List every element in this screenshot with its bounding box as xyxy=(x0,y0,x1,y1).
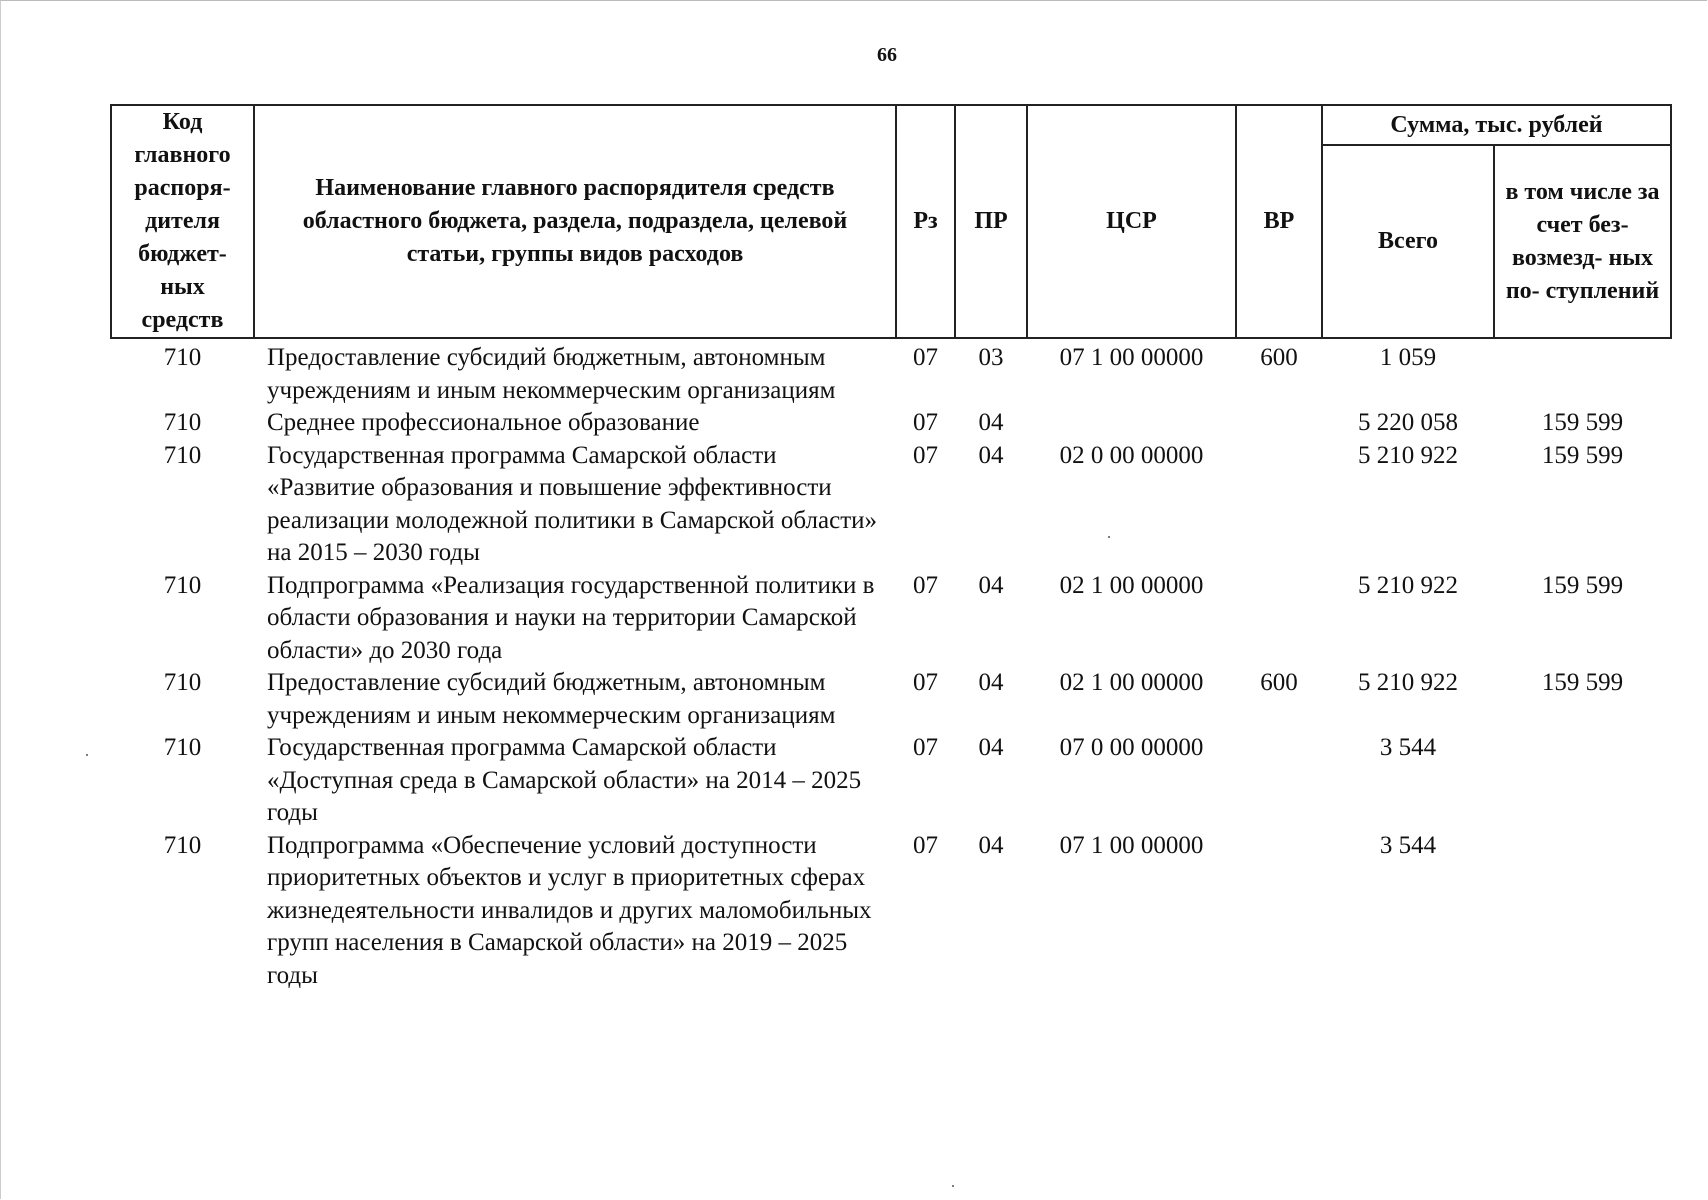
cell-csr: 02 1 00 00000 xyxy=(1059,669,1204,696)
cell-rz: 07 xyxy=(913,831,938,859)
scan-speck xyxy=(952,1185,954,1187)
header-name: Наименование главного распорядителя средств областного бюджета, раздела, подраздела, целевой статьи, группы видов расходов xyxy=(254,105,896,338)
page-number: 66 xyxy=(877,44,897,66)
cell-csr: 02 1 00 00000 xyxy=(1059,571,1204,599)
cell-vr xyxy=(1236,570,1322,668)
cell-total: 5 210 922 xyxy=(1358,669,1458,696)
cell-total: 3 544 xyxy=(1379,831,1437,859)
cell-name: Государственная программа Самарской области «Доступная среда в Самарской области» на 2014 – 2025 годы xyxy=(267,734,862,826)
cell-rz: 07 xyxy=(913,571,938,599)
table-row xyxy=(111,338,1671,407)
cell-name: Предоставление субсидий бюджетным, автономным учреждениям и иным некоммерческим организациям xyxy=(267,669,836,729)
cell-free xyxy=(1494,732,1671,830)
cell-name: Предоставление субсидий бюджетным, автономным учреждениям и иным некоммерческим организациям xyxy=(267,344,836,404)
cell-csr xyxy=(1027,407,1236,440)
cell-total: 3 544 xyxy=(1379,734,1437,761)
cell-csr: 07 1 00 00000 xyxy=(1059,344,1204,371)
cell-kod: 710 xyxy=(163,409,202,436)
cell-rz: 07 xyxy=(913,441,938,469)
table-row xyxy=(111,667,1671,732)
cell-free: 159 599 xyxy=(1541,409,1624,436)
table-header xyxy=(111,105,1671,338)
cell-name: Подпрограмма «Обеспечение условий доступности приоритетных объектов и услуг в приоритетных сферах жизнедеятельности инвалидов и других маломобильных групп населения в Самарской области» на 2019 – 2025 годы xyxy=(267,831,872,989)
cell-rz: 07 xyxy=(913,669,938,696)
cell-pr: 04 xyxy=(978,441,1004,469)
cell-pr: 04 xyxy=(978,571,1004,599)
table-row xyxy=(111,440,1671,570)
cell-name: Среднее профессиональное образование xyxy=(267,409,700,436)
cell-vr: 600 xyxy=(1260,344,1298,371)
cell-free: 159 599 xyxy=(1541,571,1624,599)
cell-vr xyxy=(1236,440,1322,570)
header-pr: ПР xyxy=(955,105,1027,338)
cell-pr: 04 xyxy=(978,734,1004,761)
table-row xyxy=(111,570,1671,668)
scan-speck xyxy=(86,754,88,756)
header-kod: Код главного распоря- дителя бюджет- ных средств xyxy=(111,105,254,338)
cell-name: Государственная программа Самарской области «Развитие образования и повышение эффективности реализации молодежной политики в Самарской области» на 2015 – 2030 годы xyxy=(267,441,877,566)
cell-total: 5 210 922 xyxy=(1358,441,1458,469)
cell-total: 5 210 922 xyxy=(1358,571,1458,599)
cell-total: 5 220 058 xyxy=(1358,409,1458,436)
table-body xyxy=(111,338,1671,992)
cell-pr: 04 xyxy=(978,831,1004,859)
cell-free xyxy=(1494,338,1671,407)
table-row xyxy=(111,407,1671,440)
cell-kod: 710 xyxy=(163,344,202,371)
cell-kod: 710 xyxy=(163,831,202,859)
header-free: в том числе за счет без- возмезд- ных по- ступлений xyxy=(1494,145,1671,338)
cell-kod: 710 xyxy=(163,441,202,469)
cell-name: Подпрограмма «Реализация государственной политики в области образования и науки на территории Самарской области» до 2030 года xyxy=(267,571,875,664)
cell-kod: 710 xyxy=(163,571,202,599)
cell-csr: 02 0 00 00000 xyxy=(1059,441,1204,469)
cell-vr xyxy=(1236,407,1322,440)
cell-rz: 07 xyxy=(913,734,938,761)
cell-vr: 600 xyxy=(1260,669,1298,696)
table-row xyxy=(111,732,1671,830)
cell-pr: 04 xyxy=(978,669,1004,696)
cell-rz: 07 xyxy=(913,344,938,371)
budget-table xyxy=(110,104,1672,992)
cell-csr: 07 1 00 00000 xyxy=(1059,831,1204,859)
cell-csr: 07 0 00 00000 xyxy=(1059,734,1204,761)
cell-total: 1 059 xyxy=(1379,344,1437,371)
table-row xyxy=(111,830,1671,993)
header-csr: ЦСР xyxy=(1027,105,1236,338)
cell-vr xyxy=(1236,830,1322,993)
cell-free: 159 599 xyxy=(1541,441,1624,469)
header-sum: Сумма, тыс. рублей xyxy=(1322,105,1671,145)
cell-pr: 03 xyxy=(978,344,1004,371)
header-rz: Рз xyxy=(896,105,955,338)
cell-pr: 04 xyxy=(978,409,1004,436)
cell-free: 159 599 xyxy=(1541,669,1624,696)
header-total: Всего xyxy=(1322,145,1494,338)
cell-free xyxy=(1494,830,1671,993)
scan-speck xyxy=(1108,536,1110,538)
header-vr: ВР xyxy=(1236,105,1322,338)
cell-rz: 07 xyxy=(913,409,938,436)
cell-vr xyxy=(1236,732,1322,830)
cell-kod: 710 xyxy=(163,669,202,696)
cell-kod: 710 xyxy=(163,734,202,761)
